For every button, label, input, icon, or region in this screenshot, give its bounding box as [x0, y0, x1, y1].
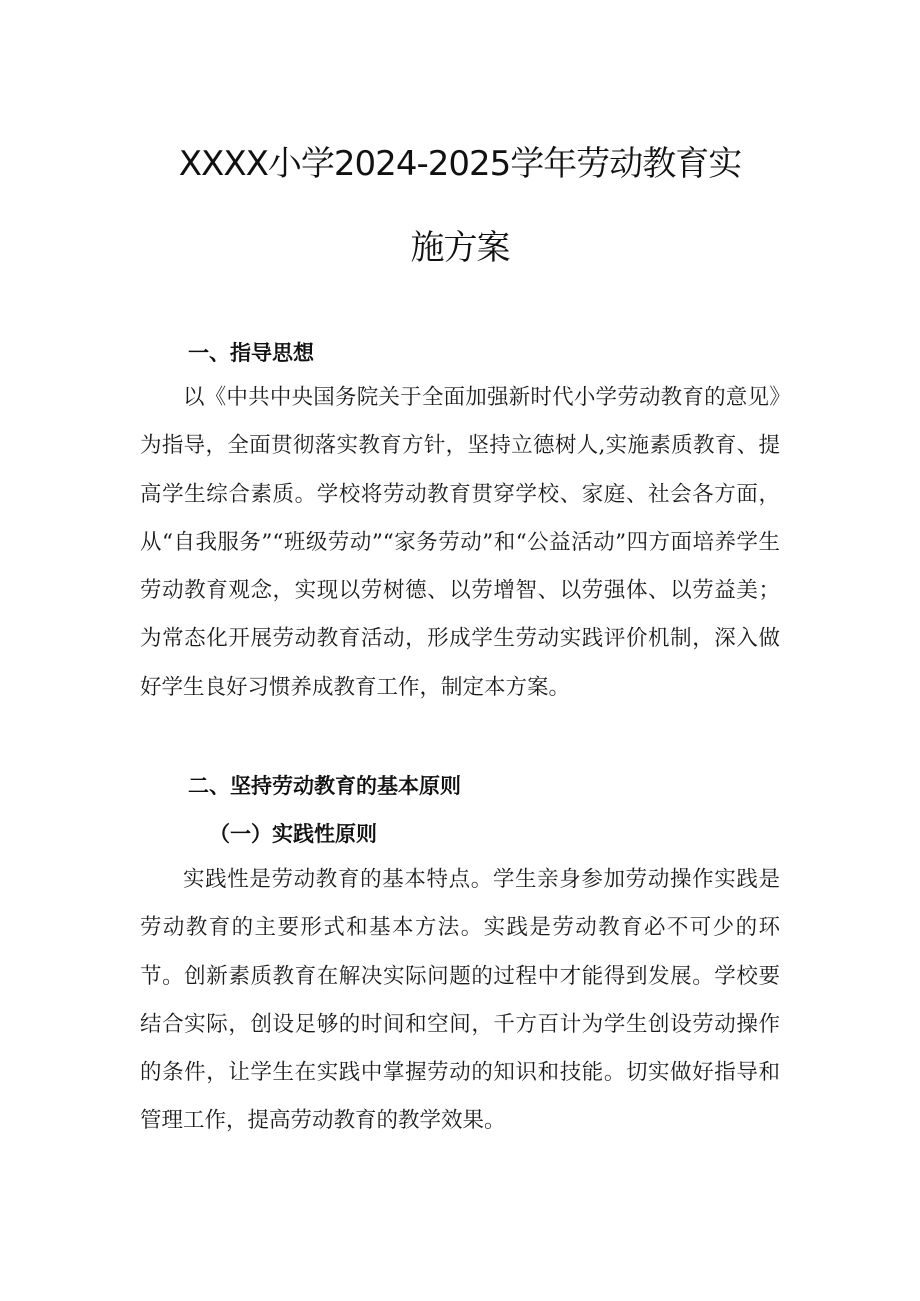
section-heading-basic-principles: 二、坚持劳动教育的基本原则 — [188, 774, 461, 798]
subsection-paragraph-practicality: 实践性是劳动教育的基本特点。学生亲身参加劳动操作实践是劳动教育的主要形式和基本方法。实践是劳动教育必不可少的环节。创新素质教育在解决实际问题的过程中才能得到发展。学校要结合实际，创设足够的时间和空间，千方百计为学生创设劳动操作的条件，让学生在实践中掌握劳动的知识和技能。切实做好指导和管理工作，提高劳动教育的教学效果。 — [140, 867, 780, 1134]
section-heading-guiding-ideology: 一、指导思想 — [188, 341, 314, 365]
document-title-line-2: 施方案 — [410, 228, 510, 268]
subsection-heading-practicality: （一）实践性原则 — [209, 822, 377, 846]
document-title-line-1: XXXX小学2024-2025学年劳动教育实 — [178, 144, 742, 184]
section-paragraph-guiding-ideology: 以《中共中央国务院关于全面加强新时代小学劳动教育的意见》为指导，全面贯彻落实教育方针，坚持立德树人,实施素质教育、提高学生综合素质。学校将劳动教育贯穿学校、家庭、社会各方面，从“自我服务”“班级劳动”“家务劳动”和“公益活动”四方面培养学生劳动教育观念，实现以劳树德、以劳增智、以劳强体、以劳益美；为常态化开展劳动教育活动，形成学生劳动实践评价机制，深入做好学生良好习惯养成教育工作，制定本方案。 — [140, 385, 780, 700]
